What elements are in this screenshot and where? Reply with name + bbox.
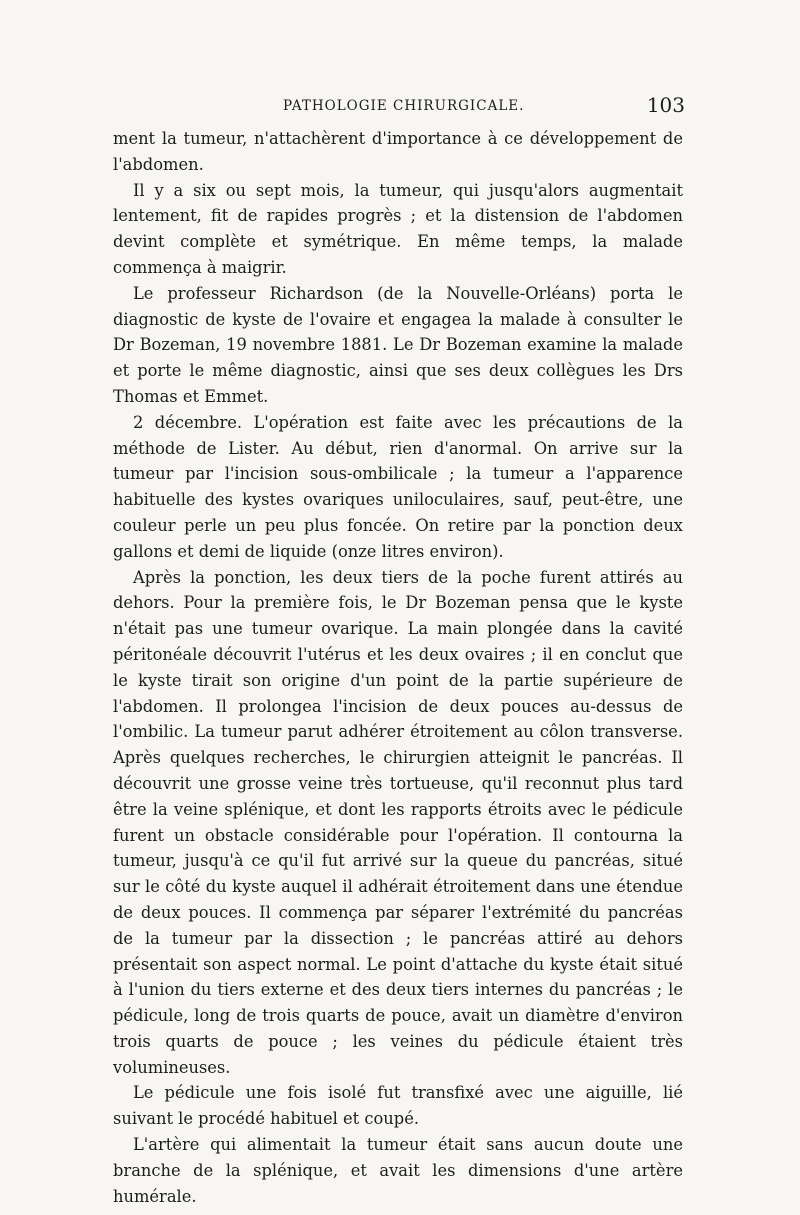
page-number: 103: [646, 93, 685, 117]
paragraph: ment la tumeur, n'attachèrent d'importance à ce développement de l'abdomen.: [113, 129, 683, 174]
page-header: [113, 92, 683, 126]
paragraph: Le pédicule une fois isolé fut transfixé avec une aiguille, lié suivant le procédé habituel et coupé.: [113, 1083, 683, 1129]
running-head: PATHOLOGIE CHIRURGICALE.: [283, 98, 525, 114]
book-page: [113, 92, 683, 1209]
paragraph: Après la ponction, les deux tiers de la poche furent attirés au dehors. Pour la première fois, le Dr Bozeman pensa que le kyste n'était pas une tumeur ovarique. La main plongée dans la cavité péritonéale découvrit l'utérus et les deux ovaires ; il en conclut que le kyste tirait son origine d'un point de la partie supérieure de l'abdomen. Il prolongea l'incision de deux pouces au-dessus de l'ombilic. La tumeur parut adhérer étroitement au côlon transverse. Après quelques recherches, le chirurgien atteignit le pancréas. Il découvrit une grosse veine très tortueuse, qu'il reconnut plus tard être la veine splénique, et dont les rapports étroits avec le pédicule furent un obstacle considérable pour l'opération. Il contourna la tumeur, jusqu'à ce qu'il fut arrivé sur la queue du pancréas, situé sur le côté du kyste auquel il adhérait étroitement dans une étendue de deux pouces. Il commença par séparer l'extrémité du pancréas de la tumeur par la dissection ; le pancréas attiré au dehors présentait son aspect normal. Le point d'attache du kyste était situé à l'union du tiers externe et des deux tiers internes du pancréas ; le pédicule, long de trois quarts de pouce, avait un diamètre d'environ trois quarts de pouce ; les veines du pédicule étaient très volumineuses.: [113, 567, 683, 1077]
paragraph: L'artère qui alimentait la tumeur était sans aucun doute une branche de la splénique, et avait les dimensions d'une artère humérale.: [113, 1135, 683, 1206]
paragraph: Il y a six ou sept mois, la tumeur, qui jusqu'alors augmentait lentement, fit de rapides progrès ; et la distension de l'abdomen devint complète et symétrique. En même temps, la malade commença à maigrir.: [113, 180, 683, 277]
paragraph: Le professeur Richardson (de la Nouvelle-Orléans) porta le diagnostic de kyste de l'ovaire et engagea la malade à consulter le Dr Bozeman, 19 novembre 1881. Le Dr Bozeman examine la malade et porte le même diagnostic, ainsi que ses deux collègues les Drs Thomas et Emmet.: [113, 283, 683, 406]
paragraph: 2 décembre. L'opération est faite avec les précautions de la méthode de Lister. Au début, rien d'anormal. On arrive sur la tumeur par l'incision sous-ombilicale ; la tumeur a l'apparence habituelle des kystes ovariques uniloculaires, sauf, peut-être, une couleur perle un peu plus foncée. On retire par la ponction deux gallons et demi de liquide (onze litres environ).: [113, 412, 683, 561]
body-text: [113, 126, 683, 1209]
